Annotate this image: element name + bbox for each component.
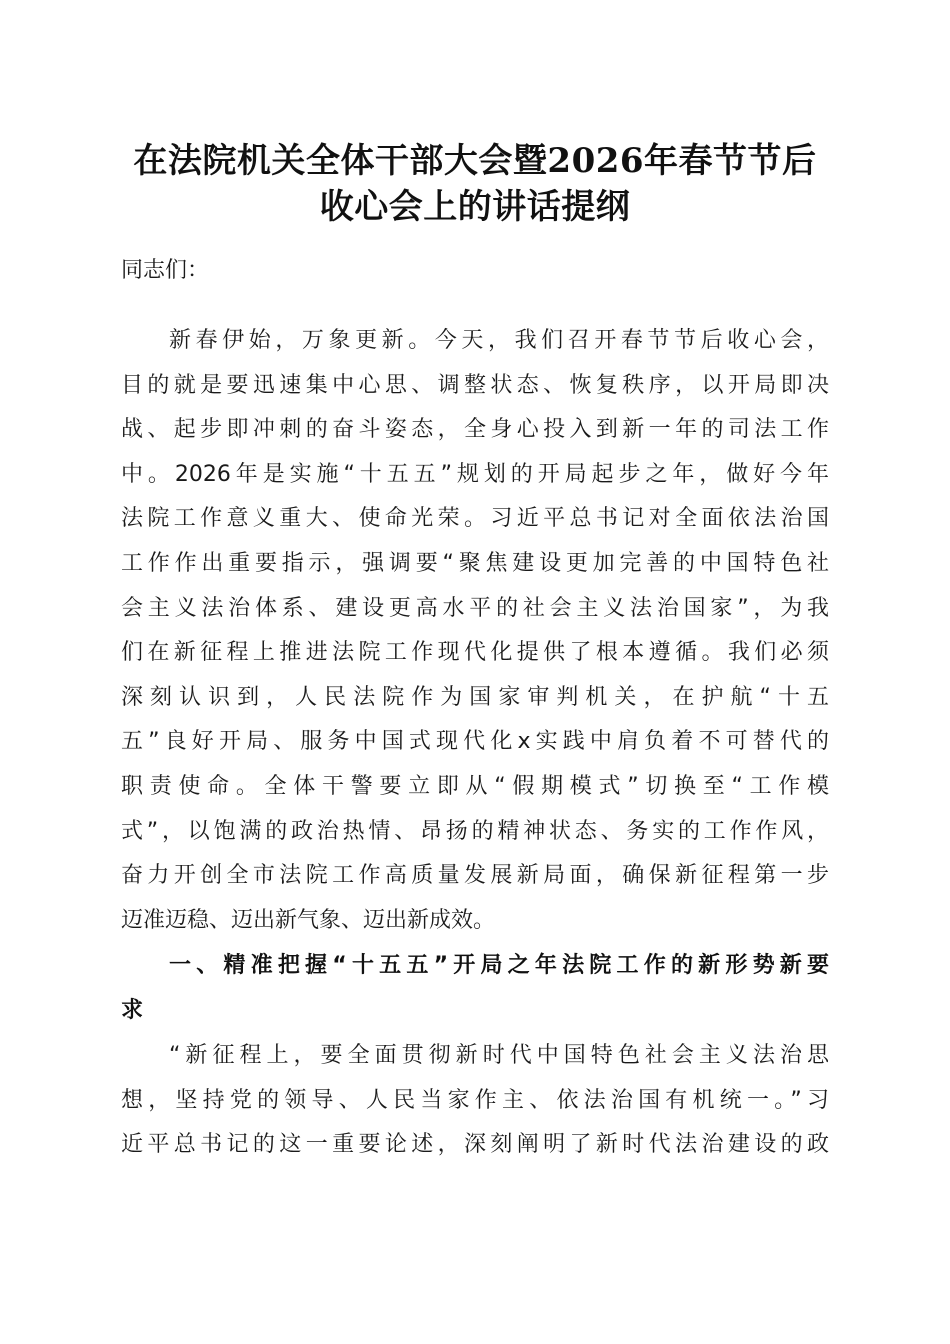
paragraph-line: 会主义法治体系、建设更高水平的社会主义法治国家”，为我 [121, 595, 829, 621]
heading-line: 求 [121, 997, 144, 1023]
salutation: 同志们： [121, 258, 210, 283]
paragraph-line: 工作作出重要指示，强调要“聚焦建设更加完善的中国特色社 [121, 550, 829, 576]
paragraph-line: 职责使命。全体干警要立即从“假期模式”切换至“工作模 [121, 773, 829, 799]
paragraph-line: 近平总书记的这一重要论述，深刻阐明了新时代法治建设的政 [121, 1132, 829, 1158]
paragraph-line: 战、起步即冲刺的奋斗姿态，全身心投入到新一年的司法工作 [121, 417, 829, 443]
paragraph-line: 五”良好开局、服务中国式现代化x实践中肩负着不可替代的 [121, 729, 829, 755]
paragraph-line: 目的就是要迅速集中心思、调整状态、恢复秩序，以开局即决 [121, 372, 829, 398]
heading-line: 一、精准把握“十五五”开局之年法院工作的新形势新要 [169, 953, 829, 978]
paragraph-line: 们在新征程上推进法院工作现代化提供了根本遵循。我们必须 [121, 640, 829, 666]
paragraph-line: 迈准迈稳、迈出新气象、迈出新成效。 [121, 907, 496, 933]
document-title-line-2: 收心会上的讲话提纲 [319, 187, 631, 227]
paragraph-line: 中。2026年是实施“十五五”规划的开局起步之年，做好今年 [121, 461, 829, 487]
paragraph-line: 奋力开创全市法院工作高质量发展新局面，确保新征程第一步 [121, 863, 829, 889]
paragraph-line: 法院工作意义重大、使命光荣。习近平总书记对全面依法治国 [121, 506, 829, 532]
section-1-paragraph [121, 1034, 829, 1168]
paragraph-line: 新春伊始，万象更新。今天，我们召开春节节后收心会， [169, 328, 829, 353]
paragraph-line: 想，坚持党的领导、人民当家作主、依法治国有机统一。”习 [121, 1087, 829, 1113]
intro-paragraph [121, 319, 829, 943]
paragraph-line: “新征程上，要全面贯彻新时代中国特色社会主义法治思 [169, 1043, 829, 1068]
document-title-line-1: 在法院机关全体干部大会暨2026年春节节后 [133, 141, 817, 181]
section-heading-1 [121, 944, 829, 1033]
paragraph-line: 深刻认识到，人民法院作为国家审判机关，在护航“十五 [121, 684, 829, 710]
paragraph-line: 式”，以饱满的政治热情、昂扬的精神状态、务实的工作作风， [121, 818, 829, 844]
